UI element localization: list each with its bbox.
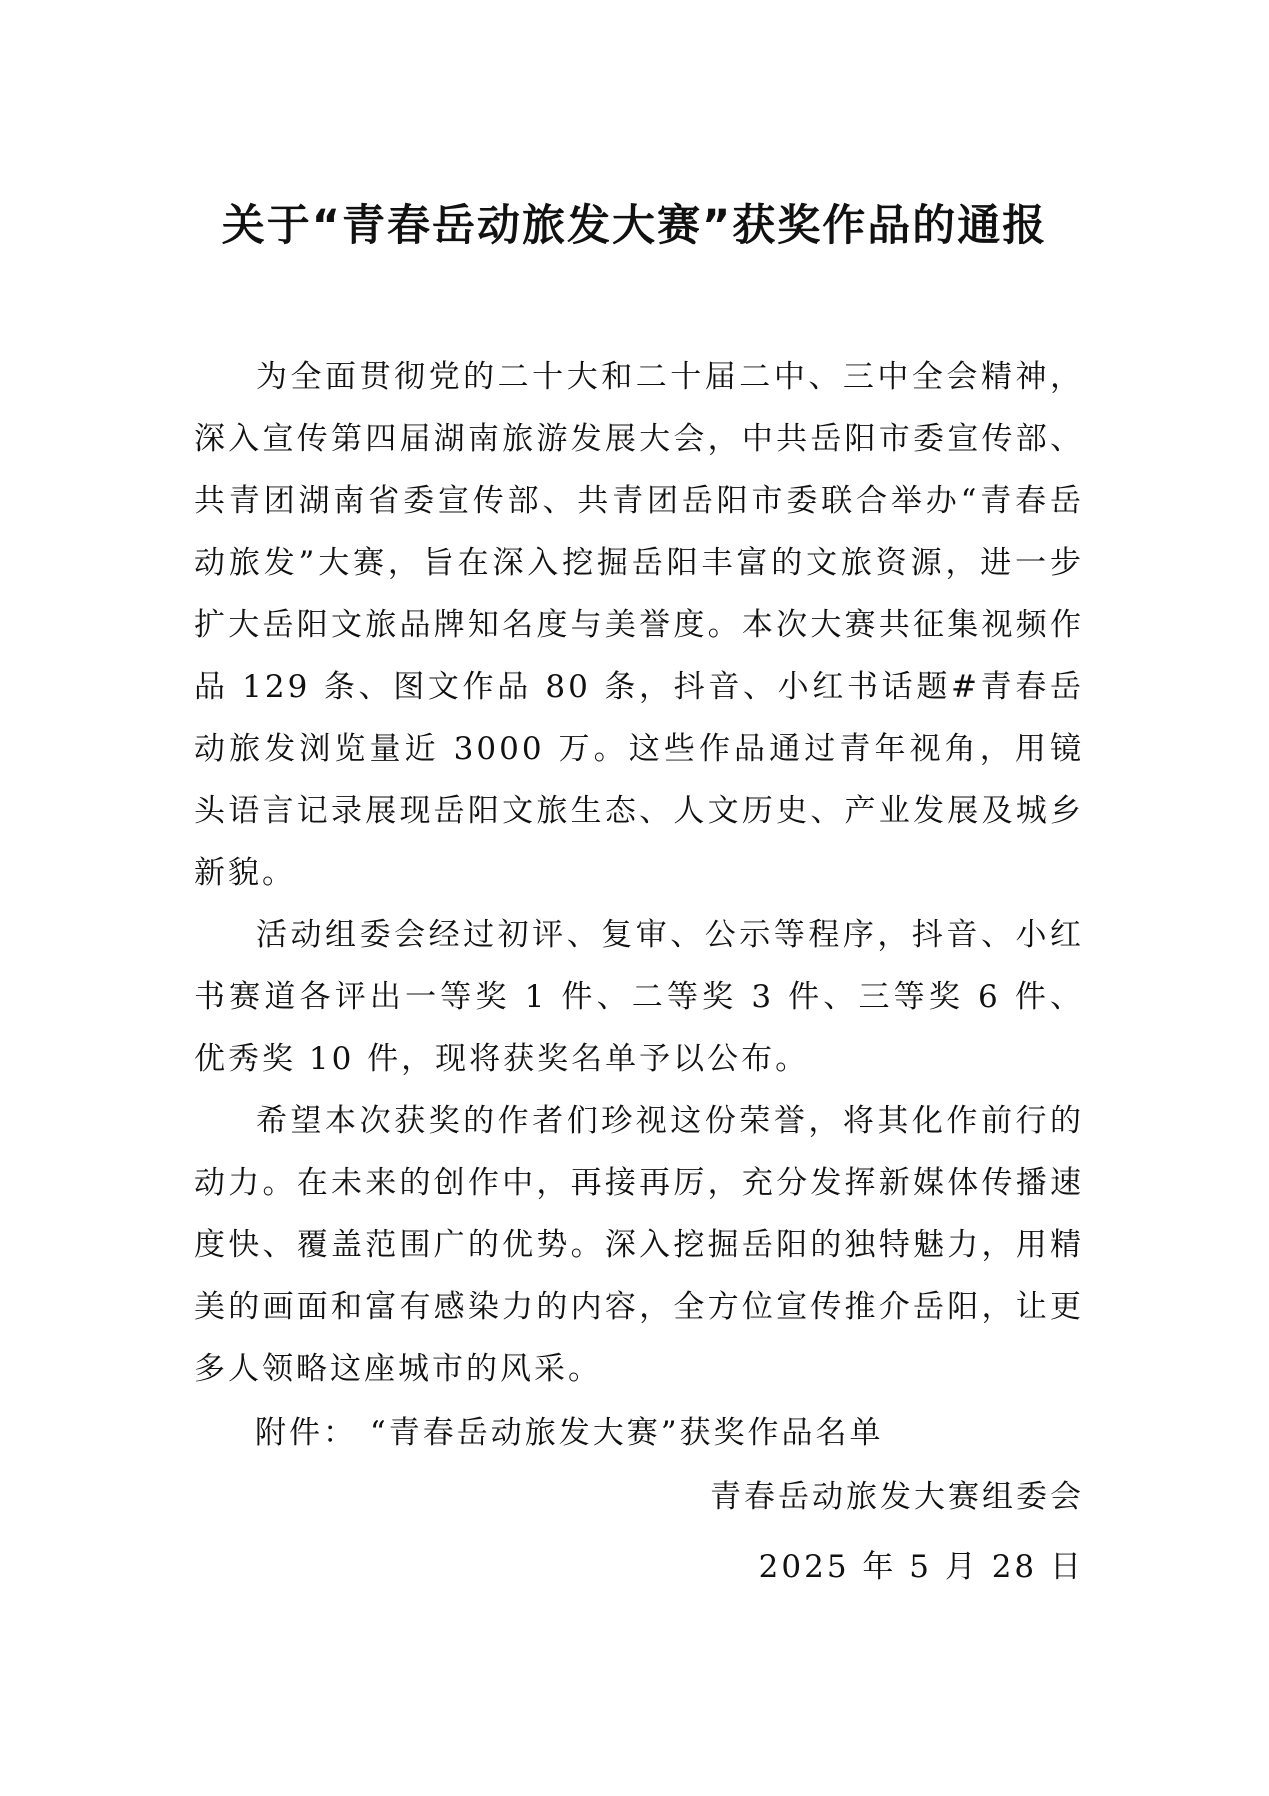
paragraph-1: 为全面贯彻党的二十大和二十届二中、三中全会精神，深入宣传第四届湖南旅游发展大会，中共岳阳市委宣传部、共青团湖南省委宣传部、共青团岳阳市委联合举办“青春岳动旅发”大赛，旨在深入挖掘岳阳丰富的文旅资源，进一步扩大岳阳文旅品牌知名度与美誉度。本次大赛共征集视频作品 129 条、图文作品 80 条，抖音、小红书话题#青春岳动旅发浏览量近 3000 万。这些作品通过青年视角，用镜头语言记录展现岳阳文旅生态、人文历史、产业发展及城乡新貌。	[194, 359, 1084, 891]
attachment-title: “青春岳动旅发大赛”获奖作品名单	[369, 1415, 884, 1451]
paragraph-3: 希望本次获奖的作者们珍视这份荣誉，将其化作前行的动力。在未来的创作中，再接再厉，充分发挥新媒体传播速度快、覆盖范围广的优势。深入挖掘岳阳的独特魅力，用精美的画面和富有感染力的内容，全方位宣传推介岳阳，让更多人领略这座城市的风采。	[194, 1103, 1084, 1387]
signature: 青春岳动旅发大赛组委会	[710, 1479, 1084, 1515]
document-title: 关于“青春岳动旅发大赛”获奖作品的通报	[221, 201, 1048, 251]
document-body	[194, 346, 1084, 1400]
attachment-line	[255, 1408, 884, 1458]
attachment-label: 附件：	[255, 1415, 357, 1451]
issue-date: 2025 年 5 月 28 日	[758, 1549, 1084, 1585]
paragraph-2: 活动组委会经过初评、复审、公示等程序，抖音、小红书赛道各评出一等奖 1 件、二等奖 3 件、三等奖 6 件、优秀奖 10 件，现将获奖名单予以公布。	[194, 917, 1084, 1077]
